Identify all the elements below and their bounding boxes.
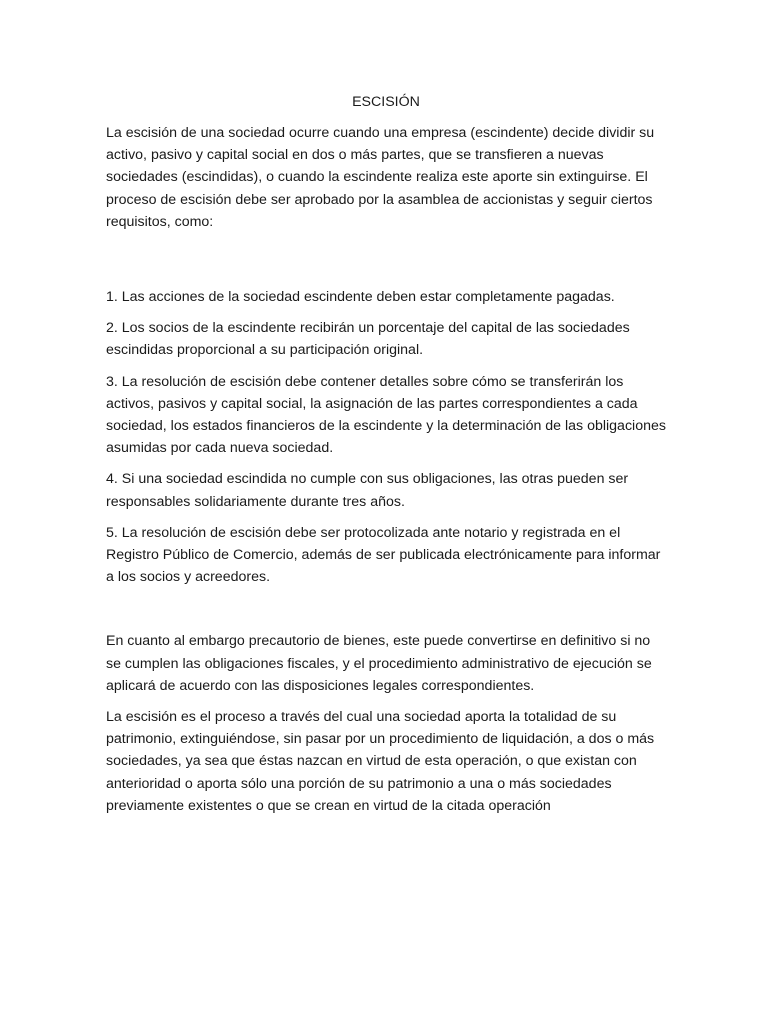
intro-paragraph: La escisión de una sociedad ocurre cuando una empresa (escindente) decide dividir su activo, pasivo y capital social en dos o más partes, que se transfieren a nuevas sociedades (escindidas), o cuando la escindente realiza este aporte sin extinguirse. El proceso de escisión debe ser aprobado por la asamblea de accionistas y seguir ciertos requisitos, como: <box>106 125 655 230</box>
requirement-item-3: 3. La resolución de escisión debe contener detalles sobre cómo se transferirán los activos, pasivos y capital social, la asignación de las partes correspondientes a cada sociedad, los estados financieros de la escindente y la determinación de las obligaciones asumidas por cada nueva sociedad. <box>106 373 666 457</box>
requirement-item-5: 5. La resolución de escisión debe ser protocolizada ante notario y registrada en el Registro Público de Comercio, además de ser publicada electrónicamente para informar a los socios y acreedores. <box>106 524 661 586</box>
embargo-paragraph: En cuanto al embargo precautorio de bienes, este puede convertirse en definitivo si no se cumplen las obligaciones fiscales, y el procedimiento administrativo de ejecución se aplicará de acuerdo con las disposiciones legales correspondientes. <box>106 633 652 694</box>
document-title: ESCISIÓN <box>352 94 420 110</box>
requirement-item-1: 1. Las acciones de la sociedad escindente deben estar completamente pagadas. <box>106 289 615 306</box>
spacer <box>106 597 666 630</box>
document-body <box>106 91 666 826</box>
spacer <box>106 242 666 286</box>
definition-paragraph: La escisión es el proceso a través del cual una sociedad aporta la totalidad de su patrimonio, extinguiéndose, sin pasar por un procedimiento de liquidación, a dos o más sociedades, ya sea que éstas nazcan en virtud de esta operación, o que existan con anterioridad o aporta sólo una porción de su patrimonio a una o más sociedades previamente existentes o que se crean en virtud de la citada operación <box>106 709 655 814</box>
requirement-item-2: 2. Los socios de la escindente recibirán un porcentaje del capital de las sociedades escindidas proporcional a su participación original. <box>106 320 630 359</box>
requirement-item-4: 4. Si una sociedad escindida no cumple con sus obligaciones, las otras pueden ser responsables solidariamente durante tres años. <box>106 471 629 510</box>
